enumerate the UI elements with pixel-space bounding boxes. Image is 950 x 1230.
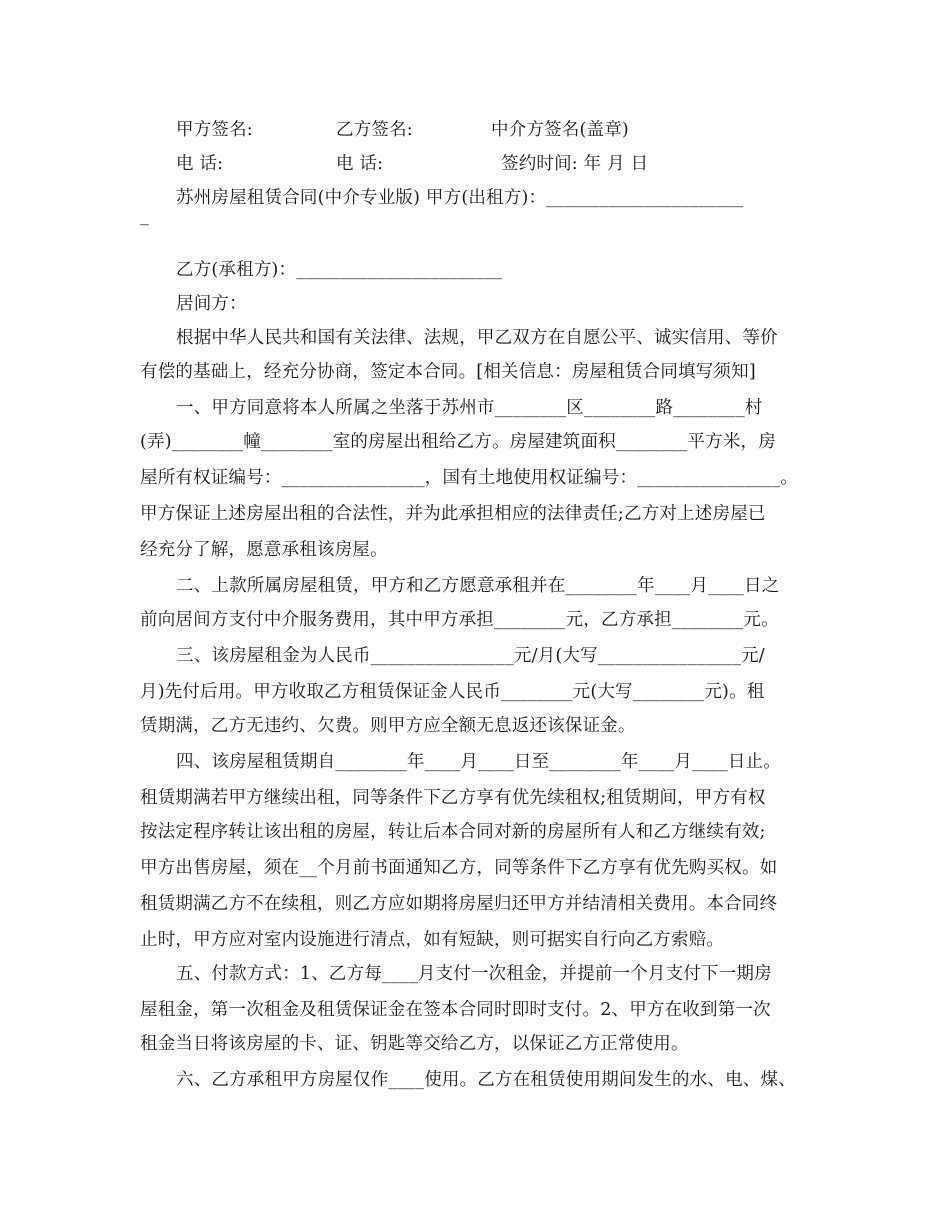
text-line: 四、该房屋租赁期自________年____月____日至________年____月____日止。: [176, 752, 781, 772]
party-b-phone-label: 电 话:: [336, 154, 384, 174]
text-line: _: [140, 206, 149, 226]
text-line: 六、乙方承租甲方房屋仅作____使用。乙方在租赁使用期间发生的水、电、煤、: [176, 1070, 796, 1090]
text-line: 屋租金，第一次租金及租赁保证金在签本合同时即时支付。2、甲方在收到第一次: [140, 1000, 771, 1020]
text-line: 有偿的基础上，经充分协商，签定本合同。[相关信息：房屋租赁合同填写须知]: [140, 362, 756, 382]
text-line: 甲方出售房屋，须在__个月前书面通知乙方，同等条件下乙方享有优先购买权。如: [140, 858, 778, 878]
phone-row: [176, 152, 830, 176]
contract-title-line: 苏州房屋租赁合同(中介专业版) 甲方(出租方)：______________________: [176, 188, 744, 208]
text-line: 居间方：: [176, 294, 247, 314]
party-b-signature-label: 乙方签名:: [336, 120, 413, 140]
party-a-phone-label: 电 话:: [176, 154, 224, 174]
text-line: 前向居间方支付中介服务费用，其中甲方承担________元，乙方承担________元。: [140, 610, 779, 630]
text-line: 三、该房屋租金为人民币________________元/月(大写________________元/: [176, 646, 765, 666]
text-line: 二、上款所属房屋租赁，甲方和乙方愿意承租并在________年____月____日之: [176, 576, 780, 596]
party-a-signature-label: 甲方签名:: [176, 120, 253, 140]
text-line: 月)先付后用。甲方收取乙方租赁保证金人民币________元(大写________元)。租: [140, 682, 765, 702]
text-line: 甲方保证上述房屋出租的合法性，并为此承担相应的法律责任;乙方对上述房屋已: [140, 504, 766, 524]
agent-signature-label: 中介方签名(盖章): [491, 120, 629, 140]
text-line: 止时，甲方应对室内设施进行清点，如有短缺，则可据实自行向乙方索赔。: [140, 930, 725, 950]
text-line: 一、甲方同意将本人所属之坐落于苏州市________区________路________村: [176, 398, 763, 418]
sign-date-label: 签约时间: 年 月 日: [501, 154, 649, 174]
text-line: 租金当日将该房屋的卡、证、钥匙等交给乙方，以保证乙方正常使用。: [140, 1034, 689, 1054]
text-line: 租赁期满乙方不在续租，则乙方应如期将房屋归还甲方并结清相关费用。本合同终: [140, 894, 778, 914]
text-line: 按法定程序转让该出租的房屋，转让后本合同对新的房屋所有人和乙方继续有效;: [140, 822, 766, 842]
text-line: 乙方(承租方)：_______________________: [176, 260, 503, 280]
text-line: 租赁期满若甲方继续出租，同等条件下乙方享有优先续租权;租赁期间，甲方有权: [140, 788, 766, 808]
signature-row: [176, 118, 830, 142]
text-line: 五、付款方式：1、乙方每____月支付一次租金，并提前一个月支付下一期房: [176, 964, 772, 984]
text-line: (弄)________幢________室的房屋出租给乙方。房屋建筑面积________平方米，房: [140, 432, 776, 452]
text-line: 经充分了解，愿意承租该房屋。: [140, 540, 388, 560]
text-line: 屋所有权证编号：________________，国有土地使用权证编号：________________。: [140, 468, 799, 488]
text-line: 赁期满，乙方无违约、欠费。则甲方应全额无息返还该保证金。: [140, 716, 636, 736]
text-line: 根据中华人民共和国有关法律、法规，甲乙双方在自愿公平、诚实信用、等价: [176, 328, 778, 348]
